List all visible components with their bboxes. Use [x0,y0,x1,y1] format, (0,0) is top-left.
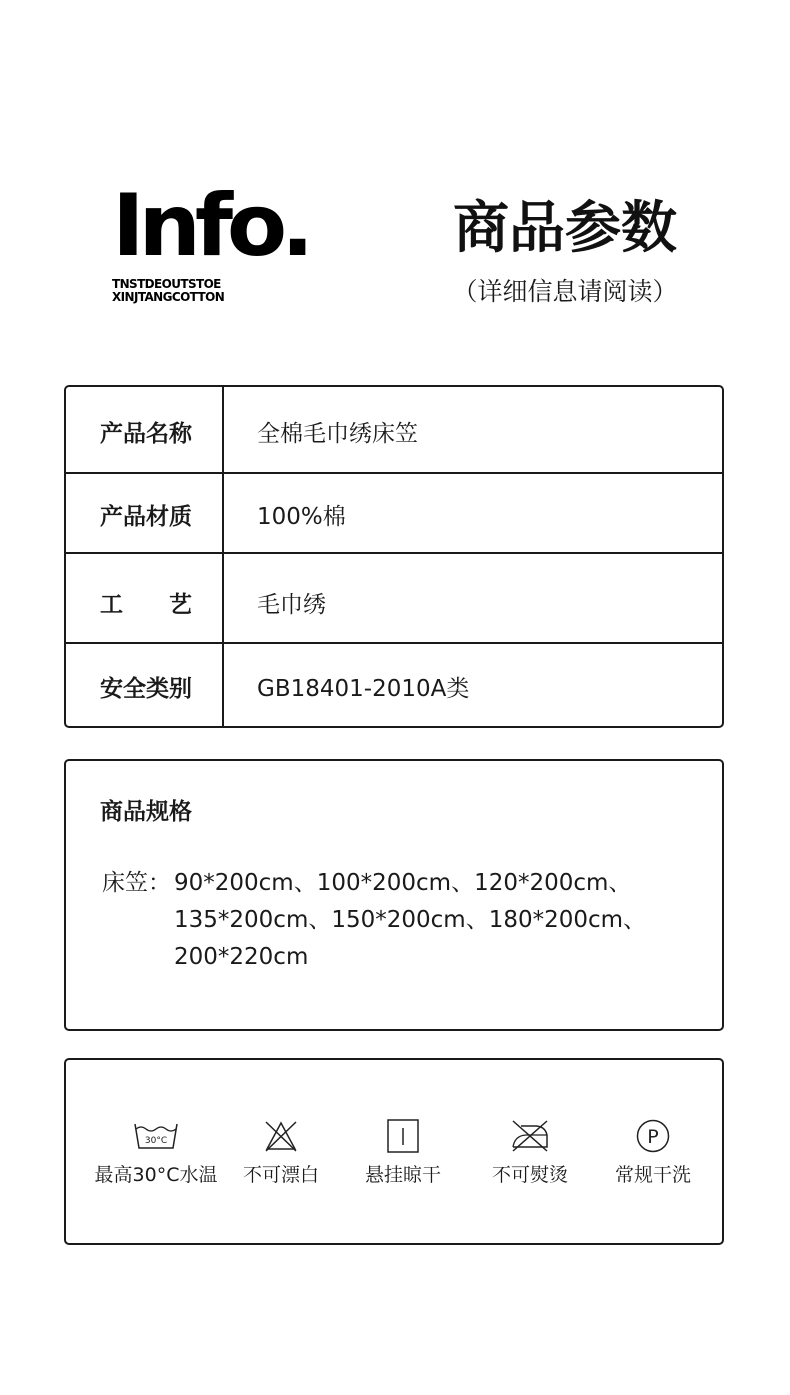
logo-sub-line1: TNSTDEOUTSTOE [112,277,221,291]
care-item [578,1116,728,1187]
care-label: 常规干洗 [614,1164,691,1186]
table-row [66,552,722,644]
logo [112,176,309,304]
param-label: 产品名称 [100,421,192,447]
wash-temp-text: 30°C [144,1136,168,1146]
params-table [64,385,724,728]
table-row [66,472,722,554]
spec-line: 135*200cm、150*200cm、180*200cm、 [174,907,647,933]
care-label: 不可漂白 [242,1164,319,1186]
logo-text: Info. [112,176,309,276]
spec-line: 200*220cm [174,944,309,970]
table-row [66,642,722,728]
care-label: 悬挂晾干 [364,1164,441,1186]
param-label: 产品材质 [100,504,192,530]
logo-subtext [112,278,224,304]
param-value: 100%棉 [257,504,346,530]
spec-box [64,759,724,1031]
param-value: 全棉毛巾绣床笠 [257,421,418,447]
spec-line: 90*200cm、100*200cm、120*200cm、 [174,870,632,896]
dry-clean-p-icon [578,1116,728,1156]
page-title: 商品参数 [453,196,677,261]
dry-clean-letter: P [647,1126,659,1148]
care-label: 最高30°C水温 [94,1164,218,1186]
param-label: 工 艺 [100,592,192,618]
spec-title: 商品规格 [100,799,192,825]
spec-label: 床笠： [102,870,171,896]
table-row [66,387,722,472]
param-label: 安全类别 [100,676,192,702]
spec-sizes [174,865,646,976]
logo-sub-line2: XINJTANGCOTTON [112,290,225,304]
page-subtitle: （详细信息请阅读） [452,277,678,306]
param-value: GB18401-2010A类 [257,676,470,702]
care-label: 不可熨烫 [491,1164,568,1186]
param-value: 毛巾绣 [257,592,326,618]
care-box [64,1058,724,1245]
